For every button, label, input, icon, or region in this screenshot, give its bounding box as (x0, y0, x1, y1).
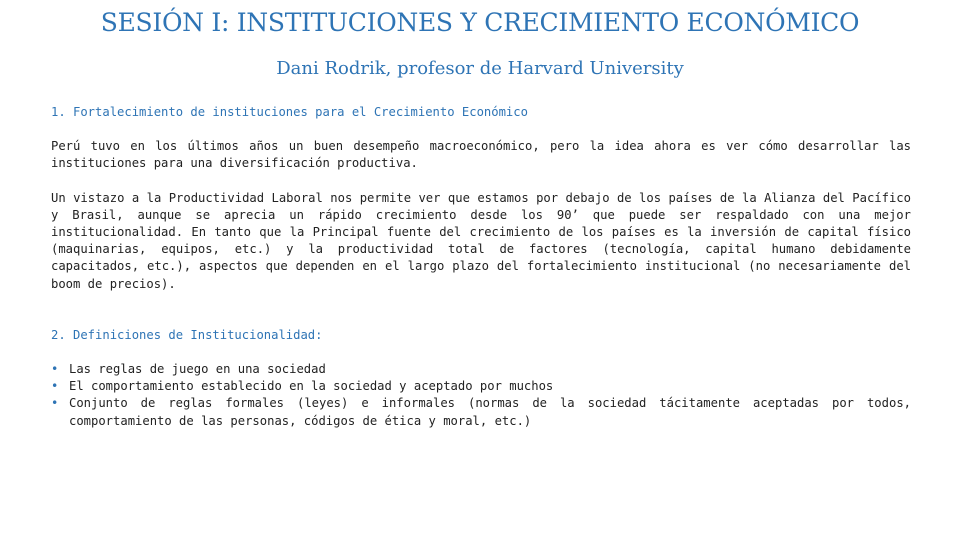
spacer (51, 293, 911, 327)
spacer (51, 121, 911, 138)
list-item-text: Las reglas de juego en una sociedad (69, 362, 326, 377)
spacer (51, 344, 911, 361)
spacer (51, 173, 911, 190)
section-1-heading: 1. Fortalecimiento de instituciones para el Crecimiento Económico (51, 105, 528, 119)
section-1-paragraph-2: Un vistazo a la Productividad Laboral nos permite ver que estamos por debajo de los países de la Alianza del Pacífico y Brasil, aunque se aprecia un rápido crecimiento desde los 90’ que puede ser respaldado con una mejor institucionalidad. En tanto que la Principal fuente del crecimiento de los países es la inversión de capital físico (maquinarias, equipos, etc.) y la productividad total de factores (tecnología, capital humano debidamente capacitados, etc.), aspectos que dependen en el largo plazo del fortalecimiento institucional (no necesariamente del boom de precios). (51, 190, 911, 291)
list-item (51, 395, 911, 429)
bullet-icon: • (51, 396, 59, 411)
list-item (51, 378, 911, 395)
bullet-icon: • (51, 379, 59, 394)
section-1-paragraph-1: Perú tuvo en los últimos años un buen desempeño macroeconómico, pero la idea ahora es ver cómo desarrollar las instituciones para una diversificación productiva. (51, 139, 911, 171)
section-2-heading: 2. Definiciones de Institucionalidad: (51, 327, 323, 342)
definitions-list (51, 361, 911, 430)
list-item-text: El comportamiento establecido en la sociedad y aceptado por muchos (69, 379, 554, 394)
slide-body (51, 104, 911, 430)
slide-subtitle: Dani Rodrik, profesor de Harvard University (276, 58, 684, 79)
bullet-icon: • (51, 362, 59, 377)
list-item-text: Conjunto de reglas formales (leyes) e informales (normas de la sociedad tácitamente aceptadas por todos, comportamiento de las personas, códigos de ética y moral, etc.) (69, 396, 911, 428)
list-item (51, 361, 911, 378)
slide-title: SESIÓN I: INSTITUCIONES Y CRECIMIENTO ECONÓMICO (100, 8, 860, 37)
